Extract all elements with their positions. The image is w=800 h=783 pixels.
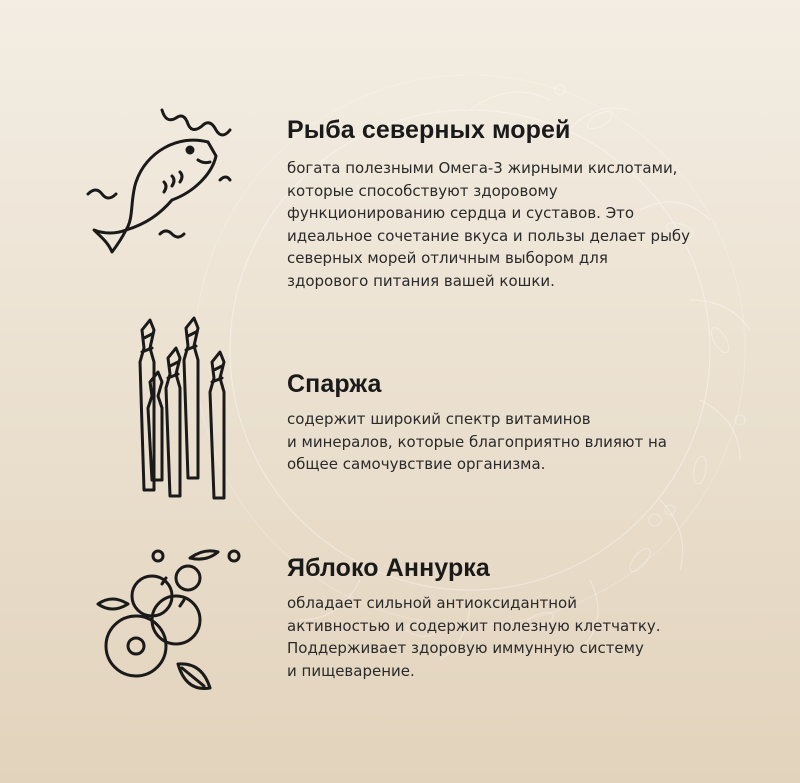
fish-description-line: богата полезными Омега-3 жирными кислотами, — [287, 159, 678, 177]
apple-description-line: активностью и содержит полезную клетчатку. — [287, 616, 661, 635]
asparagus-description — [287, 408, 727, 476]
fish-description-line: северных морей отличным выбором для — [287, 249, 608, 267]
fish-description-line: идеальное сочетание вкуса и пользы делает рыбу — [287, 226, 691, 245]
asparagus-description-line: общее самочувствие организма. — [287, 455, 546, 473]
fish-description-line: которые способствуют здоровому — [287, 181, 558, 200]
apple-description-line: Поддерживает здоровую иммунную систему — [287, 639, 644, 657]
fish-description-line: функционированию сердца и суставов. Это — [287, 204, 635, 222]
apple-description-line: обладает сильной антиоксидантной — [287, 594, 577, 612]
fish-icon — [80, 98, 255, 258]
apple-title: Яблоко Аннурка — [287, 554, 490, 582]
fish-description — [287, 157, 727, 292]
apple-description-line: и пищеварение. — [287, 661, 415, 680]
apple-icon — [92, 544, 252, 709]
fish-title: Рыба северных морей — [287, 116, 571, 144]
fish-description-line: здорового питания вашей кошки. — [287, 271, 555, 290]
asparagus-description-line: и минералов, которые благоприятно влияют на — [287, 432, 667, 451]
asparagus-description-line: содержит широкий спектр витаминов — [287, 410, 591, 428]
asparagus-title: Спаржа — [287, 370, 382, 398]
asparagus-icon — [128, 312, 243, 504]
apple-description — [287, 592, 727, 682]
